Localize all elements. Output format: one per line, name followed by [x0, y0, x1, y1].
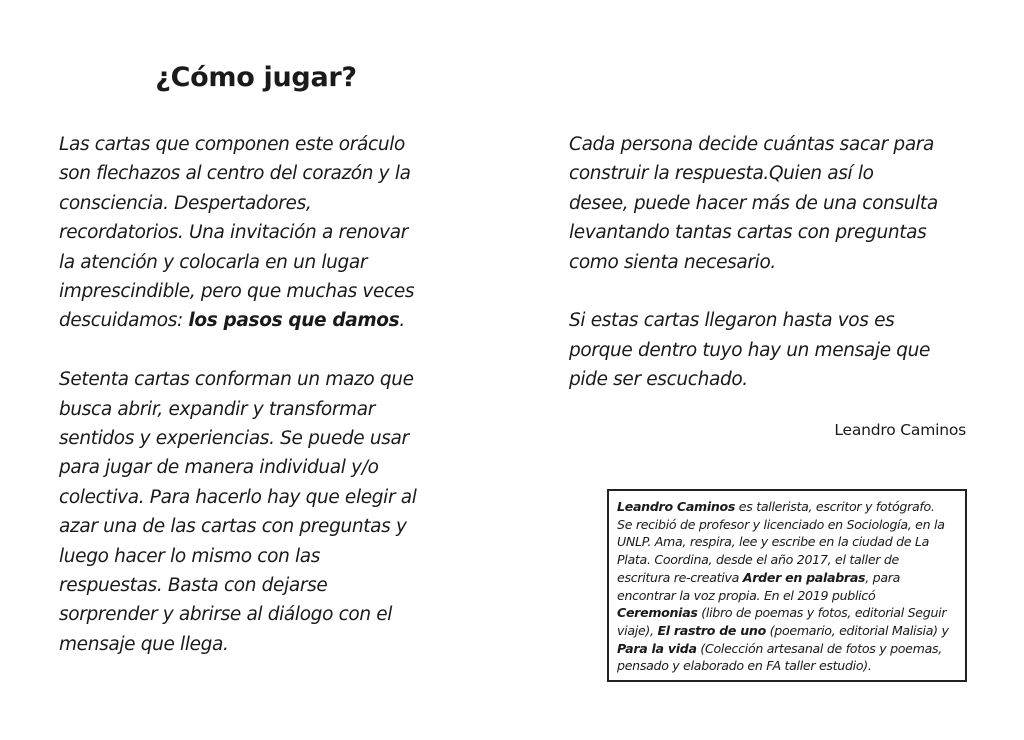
text-line: son flechazos al centro del corazón y la: [59, 163, 411, 185]
text-line: Setenta cartas conforman un mazo que: [59, 369, 414, 391]
text-line: pide ser escuchado.: [569, 369, 748, 391]
text-span: (poemario, editorial Malisia) y: [765, 622, 949, 638]
bio-line: [617, 604, 957, 622]
author-bio-box: [607, 489, 967, 682]
bio-author-name: Leandro Caminos: [617, 499, 736, 514]
page-title: ¿Cómo jugar?: [155, 62, 357, 93]
text-line: construir la respuesta.Quien así lo: [569, 163, 874, 185]
text-line: recordatorios. Una invitación a renovar: [59, 222, 408, 244]
left-column: [59, 130, 417, 659]
text-span: viaje),: [617, 622, 658, 638]
bio-line: Plata. Coordina, desde el año 2017, el taller de: [617, 552, 899, 568]
text-line: Si estas cartas llegaron hasta vos es: [569, 310, 895, 332]
bio-line: pensado y elaborado en FA taller estudio).: [617, 658, 872, 674]
text-line: imprescindible, pero que muchas veces: [59, 281, 415, 303]
text-span: descuidamos:: [59, 310, 189, 332]
bold-phrase: los pasos que damos: [188, 310, 400, 332]
author-signature: Leandro Caminos: [834, 421, 966, 439]
text-line: consciencia. Despertadores,: [59, 192, 312, 214]
text-span: (libro de poemas y fotos, editorial Seguir: [697, 605, 947, 621]
bio-workshop-name: Arder en palabras: [742, 569, 866, 585]
text-line: la atención y colocarla en un lugar: [59, 251, 368, 273]
bio-line: [617, 498, 957, 516]
text-line: Las cartas que componen este oráculo: [59, 134, 405, 155]
text-line: como sienta necesario.: [569, 251, 776, 273]
bio-book-title: Para la vida: [617, 640, 697, 656]
text-span: escritura re-creativa: [617, 569, 743, 585]
text-line: para jugar de manera individual y/o: [59, 457, 379, 479]
bio-line: [617, 640, 957, 658]
text-line: porque dentro tuyo hay un mensaje que: [569, 339, 931, 361]
text-span: (Colección artesanal de fotos y poemas,: [696, 640, 942, 656]
bio-book-title: Ceremonias: [617, 605, 698, 621]
text-line: Cada persona decide cuántas sacar para: [569, 134, 935, 155]
text-line: colectiva. Para hacerlo hay que elegir al: [59, 486, 417, 508]
bio-line: [617, 569, 957, 587]
text-line: levantando tantas cartas con preguntas: [569, 222, 927, 244]
text-line: sentidos y experiencias. Se puede usar: [59, 428, 409, 450]
text-span: , para: [865, 569, 901, 585]
text-span: .: [399, 310, 405, 332]
text-line: sorprender y abrirse al diálogo con el: [59, 604, 393, 626]
text-line: [59, 306, 417, 335]
bio-line: [617, 622, 957, 640]
text-line: mensaje que llega.: [59, 633, 229, 655]
text-line: azar una de las cartas con preguntas y: [59, 516, 407, 538]
text-line: busca abrir, expandir y transformar: [59, 398, 376, 420]
text-span: es tallerista, escritor y fotógrafo.: [735, 499, 935, 514]
bio-book-title: El rastro de uno: [657, 622, 766, 638]
text-line: respuestas. Basta con dejarse: [59, 575, 328, 597]
bio-line: encontrar la voz propia. En el 2019 publicó: [617, 587, 876, 603]
text-line: luego hacer lo mismo con las: [59, 545, 321, 567]
bio-line: UNLP. Ama, respira, lee y escribe en la ciudad de La: [617, 534, 930, 550]
bio-line: Se recibió de profesor y licenciado en Sociología, en la: [617, 516, 945, 532]
right-column: [569, 130, 938, 395]
text-line: desee, puede hacer más de una consulta: [569, 192, 938, 214]
